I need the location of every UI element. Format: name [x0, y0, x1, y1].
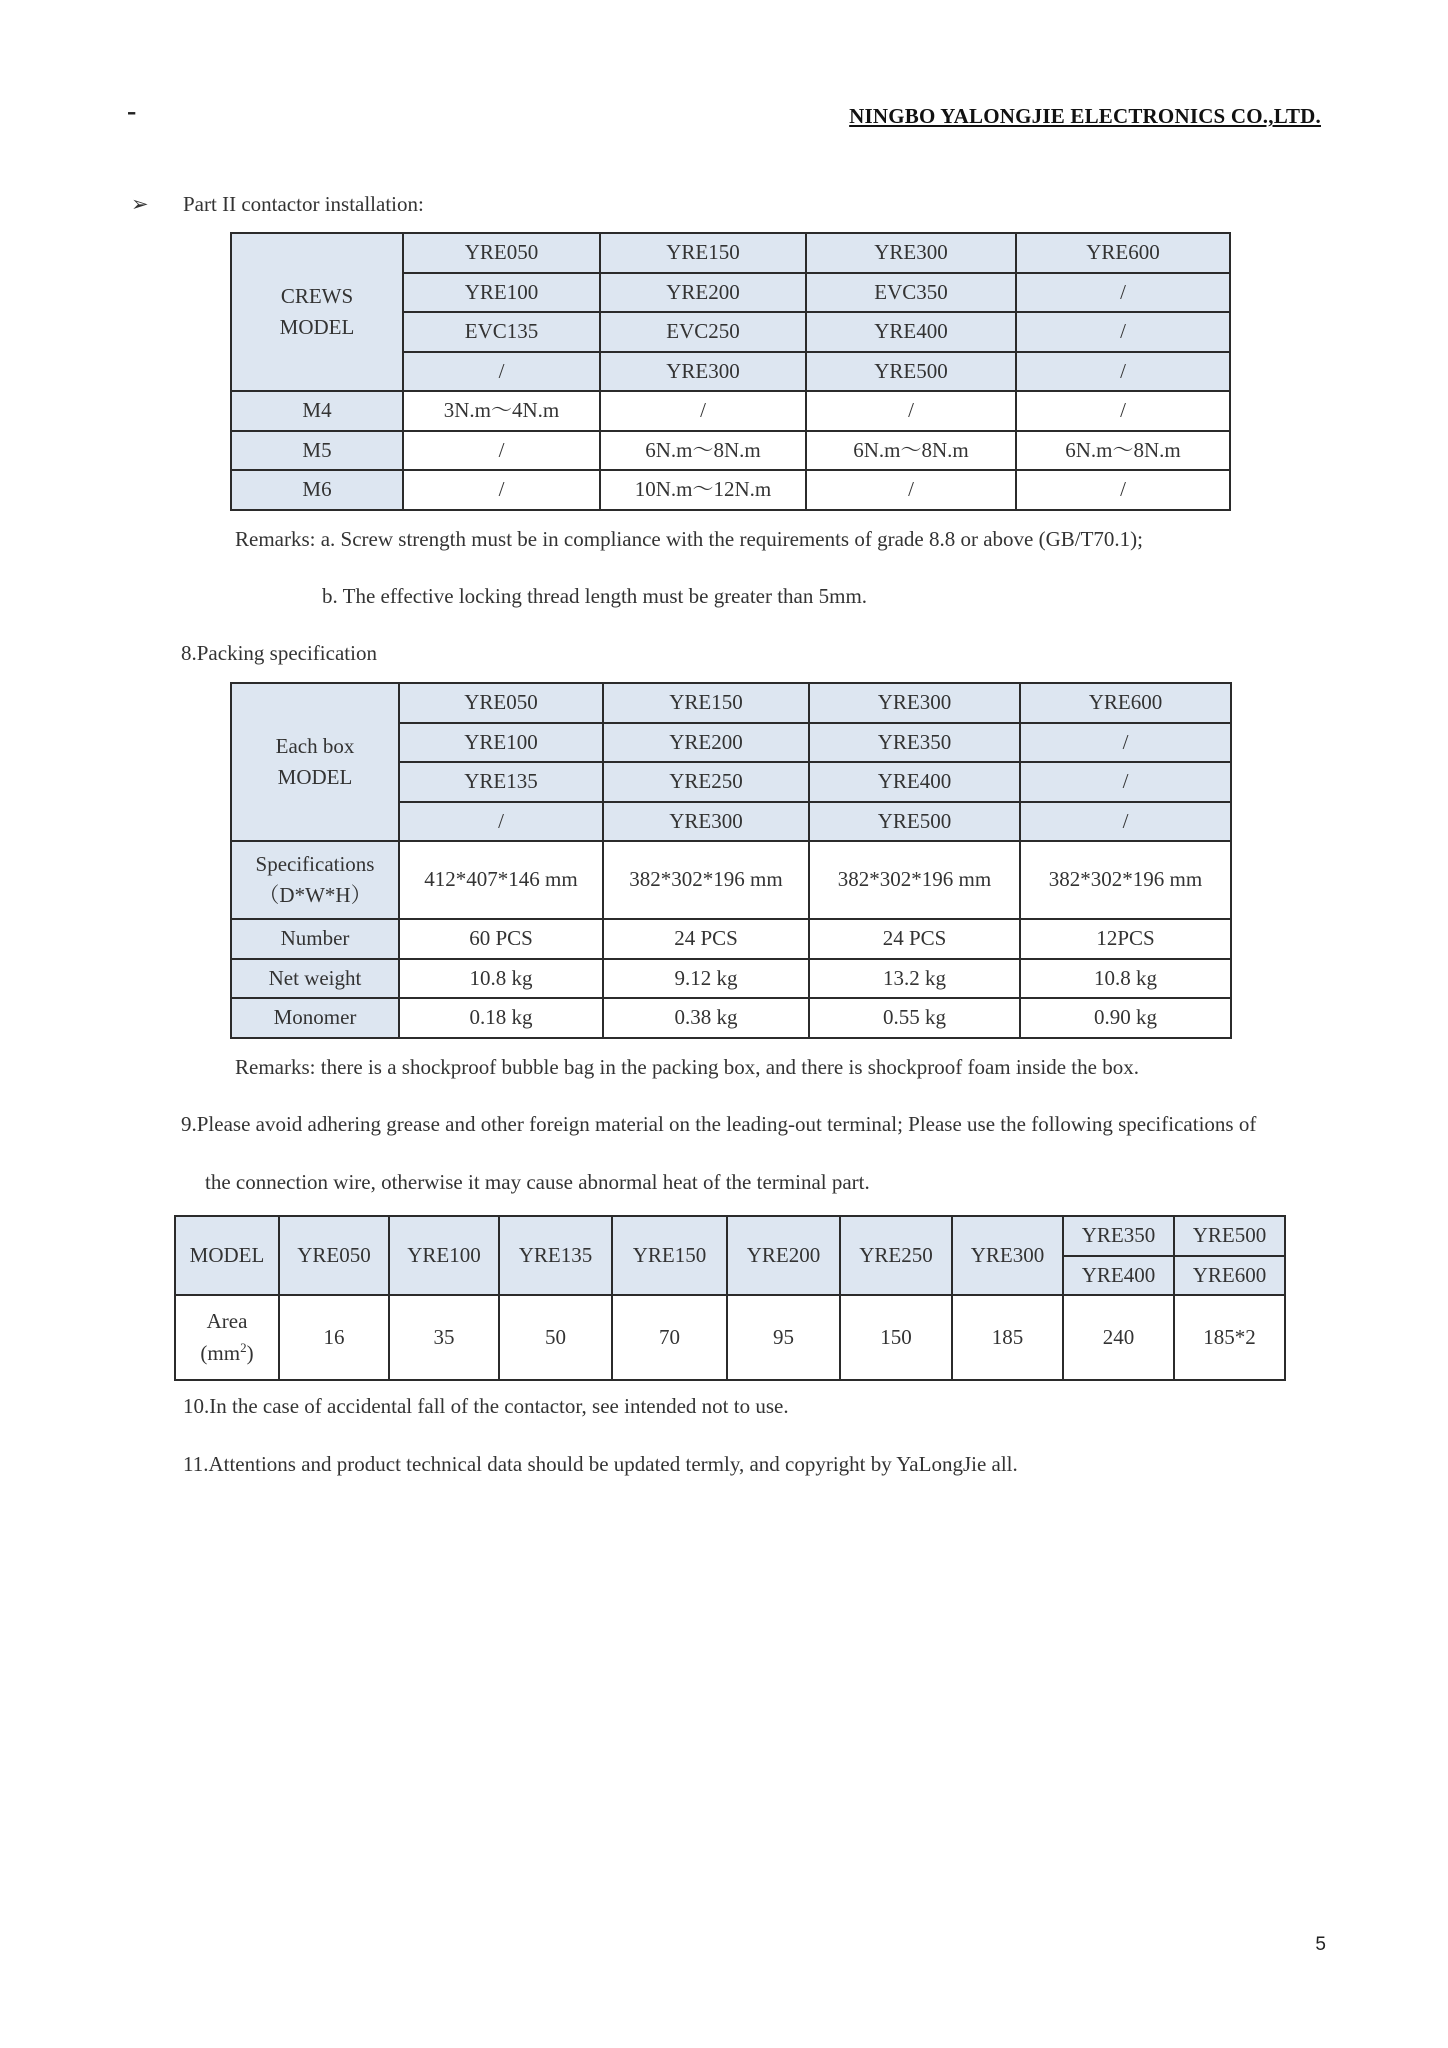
- model-cell: EVC350: [806, 273, 1016, 312]
- model-cell: YRE250: [840, 1216, 952, 1295]
- model-cell: YRE500: [806, 352, 1016, 391]
- company-header: NINGBO YALONGJIE ELECTRONICS CO.,LTD.: [849, 104, 1321, 128]
- screw-size-cell: M4: [231, 391, 403, 431]
- data-cell: 0.18 kg: [399, 998, 603, 1038]
- torque-cell: /: [806, 470, 1016, 510]
- model-cell: YRE100: [389, 1216, 499, 1295]
- row-label: Monomer: [231, 998, 399, 1038]
- model-cell: YRE050: [403, 233, 600, 273]
- model-cell: /: [403, 352, 600, 391]
- screw-size-cell: M6: [231, 470, 403, 510]
- packing-table: [230, 682, 1232, 1039]
- data-cell: 10.8 kg: [399, 959, 603, 998]
- model-cell: YRE300: [952, 1216, 1063, 1295]
- model-cell: YRE400: [806, 312, 1016, 352]
- model-cell: /: [1020, 723, 1231, 762]
- row-label: Number: [231, 919, 399, 959]
- model-cell: YRE135: [399, 762, 603, 802]
- data-cell: 0.38 kg: [603, 998, 809, 1038]
- section9-line1: 9.Please avoid adhering grease and other foreign material on the leading-out terminal; Please use the following specifications of: [181, 1112, 1257, 1136]
- wire-area-table: [174, 1215, 1286, 1381]
- model-cell: YRE350: [1063, 1216, 1174, 1256]
- section11: 11.Attentions and product technical data should be updated termly, and copyright by YaLongJie all.: [183, 1452, 1018, 1476]
- area-cell: 16: [279, 1295, 389, 1380]
- spec-cell: 382*302*196 mm: [603, 841, 809, 919]
- data-cell: 10.8 kg: [1020, 959, 1231, 998]
- torque-cell: 6N.m～8N.m: [1016, 431, 1230, 470]
- model-cell: YRE300: [806, 233, 1016, 273]
- model-cell: YRE250: [603, 762, 809, 802]
- page-number: 5: [1315, 1934, 1326, 1955]
- section9-line2: the connection wire, otherwise it may cause abnormal heat of the terminal part.: [205, 1170, 870, 1194]
- packing-title: 8.Packing specification: [181, 641, 377, 665]
- model-cell: YRE300: [809, 683, 1020, 723]
- specifications-label: Specifications （D*W*H）: [231, 841, 399, 919]
- part2-title: Part II contactor installation:: [183, 192, 424, 216]
- remarks-a: Remarks: a. Screw strength must be in compliance with the requirements of grade 8.8 or above (GB/T70.1);: [235, 527, 1144, 551]
- model-cell: YRE200: [600, 273, 806, 312]
- area-cell: 150: [840, 1295, 952, 1380]
- area-cell: 185*2: [1174, 1295, 1285, 1380]
- data-cell: 12PCS: [1020, 919, 1231, 959]
- model-cell: /: [1016, 312, 1230, 352]
- data-cell: 9.12 kg: [603, 959, 809, 998]
- area-cell: 50: [499, 1295, 612, 1380]
- model-cell: YRE135: [499, 1216, 612, 1295]
- header-dash: -: [127, 96, 137, 127]
- spec-cell: 382*302*196 mm: [809, 841, 1020, 919]
- model-cell: YRE300: [603, 802, 809, 841]
- model-cell: YRE200: [603, 723, 809, 762]
- area-label: Area $(mm^2)$: [175, 1295, 279, 1380]
- torque-cell: /: [403, 470, 600, 510]
- model-label: MODEL: [175, 1216, 279, 1295]
- model-cell: YRE600: [1016, 233, 1230, 273]
- spec-cell: 382*302*196 mm: [1020, 841, 1231, 919]
- model-cell: /: [1020, 802, 1231, 841]
- remarks-b: b. The effective locking thread length must be greater than 5mm.: [322, 584, 868, 608]
- torque-cell: /: [600, 391, 806, 431]
- model-cell: YRE350: [809, 723, 1020, 762]
- model-cell: YRE100: [403, 273, 600, 312]
- model-cell: /: [1016, 273, 1230, 312]
- torque-cell: /: [1016, 391, 1230, 431]
- torque-cell: 10N.m～12N.m: [600, 470, 806, 510]
- model-cell: YRE050: [399, 683, 603, 723]
- data-cell: 60 PCS: [399, 919, 603, 959]
- each-box-model-label: Each box MODEL: [231, 683, 399, 841]
- area-cell: 240: [1063, 1295, 1174, 1380]
- model-cell: YRE100: [399, 723, 603, 762]
- area-cell: 35: [389, 1295, 499, 1380]
- screw-torque-table: [230, 232, 1231, 511]
- model-cell: YRE400: [1063, 1256, 1174, 1295]
- area-cell: 70: [612, 1295, 727, 1380]
- data-cell: 24 PCS: [603, 919, 809, 959]
- model-cell: EVC135: [403, 312, 600, 352]
- model-cell: YRE150: [603, 683, 809, 723]
- data-cell: 0.55 kg: [809, 998, 1020, 1038]
- model-cell: YRE300: [600, 352, 806, 391]
- model-cell: YRE600: [1174, 1256, 1285, 1295]
- torque-cell: /: [806, 391, 1016, 431]
- model-cell: /: [1020, 762, 1231, 802]
- spec-cell: 412*407*146 mm: [399, 841, 603, 919]
- screw-size-cell: M5: [231, 431, 403, 470]
- row-label: Net weight: [231, 959, 399, 998]
- model-cell: YRE500: [809, 802, 1020, 841]
- model-cell: YRE150: [612, 1216, 727, 1295]
- data-cell: 0.90 kg: [1020, 998, 1231, 1038]
- area-cell: 185: [952, 1295, 1063, 1380]
- model-cell: YRE150: [600, 233, 806, 273]
- bullet-arrow-icon: ➢: [131, 192, 149, 216]
- model-cell: YRE050: [279, 1216, 389, 1295]
- model-cell: /: [399, 802, 603, 841]
- model-cell: YRE400: [809, 762, 1020, 802]
- section10: 10.In the case of accidental fall of the contactor, see intended not to use.: [183, 1394, 789, 1418]
- model-cell: /: [1016, 352, 1230, 391]
- torque-cell: /: [1016, 470, 1230, 510]
- model-cell: YRE500: [1174, 1216, 1285, 1256]
- crews-model-label: CREWS MODEL: [231, 233, 403, 391]
- model-cell: YRE600: [1020, 683, 1231, 723]
- torque-cell: 6N.m～8N.m: [600, 431, 806, 470]
- torque-cell: 6N.m～8N.m: [806, 431, 1016, 470]
- data-cell: 24 PCS: [809, 919, 1020, 959]
- model-cell: EVC250: [600, 312, 806, 352]
- torque-cell: 3N.m～4N.m: [403, 391, 600, 431]
- area-cell: 95: [727, 1295, 840, 1380]
- packing-remarks: Remarks: there is a shockproof bubble bag in the packing box, and there is shockproof foam inside the box.: [235, 1055, 1139, 1079]
- data-cell: 13.2 kg: [809, 959, 1020, 998]
- model-cell: YRE200: [727, 1216, 840, 1295]
- torque-cell: /: [403, 431, 600, 470]
